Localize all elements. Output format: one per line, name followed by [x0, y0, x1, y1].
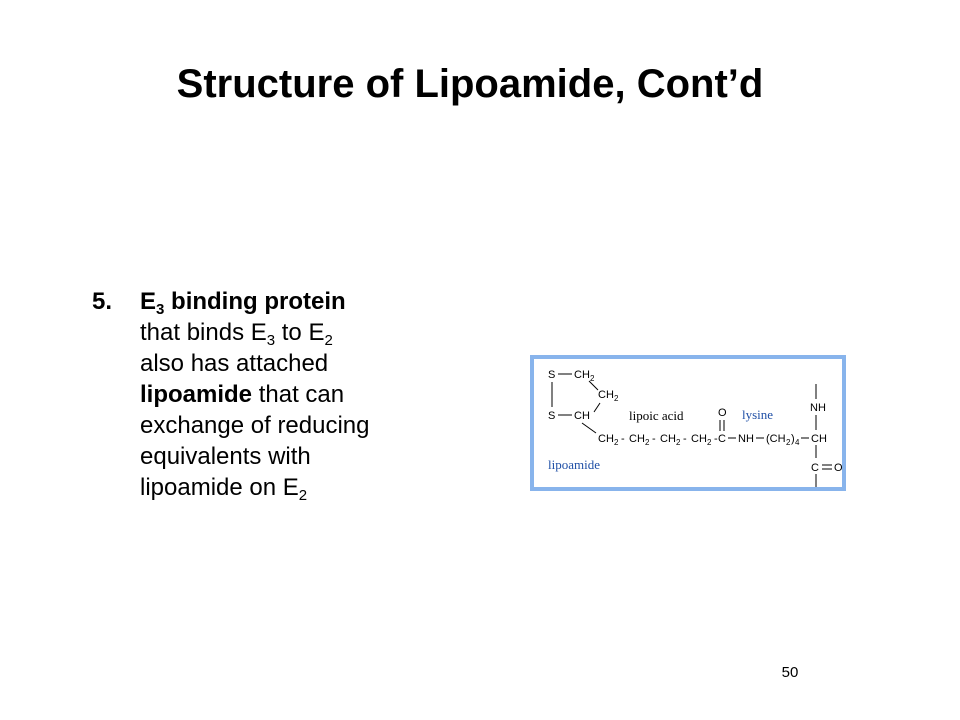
atom-carbonyl-o: O [718, 407, 727, 419]
svg-text:2: 2 [707, 438, 712, 447]
svg-text:2: 2 [590, 374, 595, 383]
item-number: 5. [92, 288, 113, 315]
atom-carbonyl-c: C [718, 433, 726, 445]
atom-chain-ch2-2: CH [629, 433, 645, 445]
svg-text:-: - [652, 433, 656, 445]
item-line-5: exchange of reducing [140, 412, 370, 439]
item-line-6: equivalents with [140, 443, 311, 470]
svg-text:2: 2 [676, 438, 681, 447]
atom-backbone-nh: NH [810, 402, 826, 414]
item-text [140, 286, 470, 503]
svg-text:2: 2 [614, 394, 619, 403]
atom-backbone-o: O [834, 462, 843, 474]
svg-text:2: 2 [645, 438, 650, 447]
svg-text:4: 4 [795, 438, 800, 447]
atom-lys-ch2: (CH [766, 433, 786, 445]
atom-alpha-ch: CH [811, 433, 827, 445]
item-line-3: also has attached [140, 350, 329, 377]
item-line-2: that binds $E_3$ to $E_2$ [140, 319, 333, 349]
svg-text:): ) [791, 433, 795, 445]
atom-chain-ch2-1: CH [598, 433, 614, 445]
label-lipoamide: lipoamide [548, 457, 600, 472]
atom-amide-nh: NH [738, 433, 754, 445]
svg-text:2: 2 [786, 438, 791, 447]
label-lipoic-acid: lipoic acid [629, 408, 684, 423]
svg-text:2: 2 [614, 438, 619, 447]
atom-backbone-c: C [811, 462, 819, 474]
svg-text:-: - [621, 433, 625, 445]
atom-ch2-top: CH [574, 369, 590, 381]
item-line-1: $E_3$ binding protein [140, 288, 346, 318]
atom-ch-ring: CH [574, 410, 590, 422]
lipoamide-structure-figure [530, 355, 846, 491]
svg-text:-: - [714, 433, 718, 445]
svg-text:-: - [683, 433, 687, 445]
atom-chain-ch2-4: CH [691, 433, 707, 445]
bond [594, 403, 600, 412]
slide-title: Structure of Lipoamide, Cont’d [176, 62, 764, 106]
item-line-4: lipoamide that can [140, 381, 345, 408]
lipoamide-structure-diagram [534, 359, 850, 495]
atom-ch2-mid: CH [598, 389, 614, 401]
atom-chain-ch2-3: CH [660, 433, 676, 445]
atom-s-top: S [548, 369, 556, 381]
item-line-7: lipoamide on $E_2$ [140, 474, 308, 504]
label-lysine: lysine [742, 407, 774, 422]
bond [582, 423, 596, 433]
page-number: 50 [781, 664, 799, 681]
atom-s-bottom: S [548, 410, 556, 422]
